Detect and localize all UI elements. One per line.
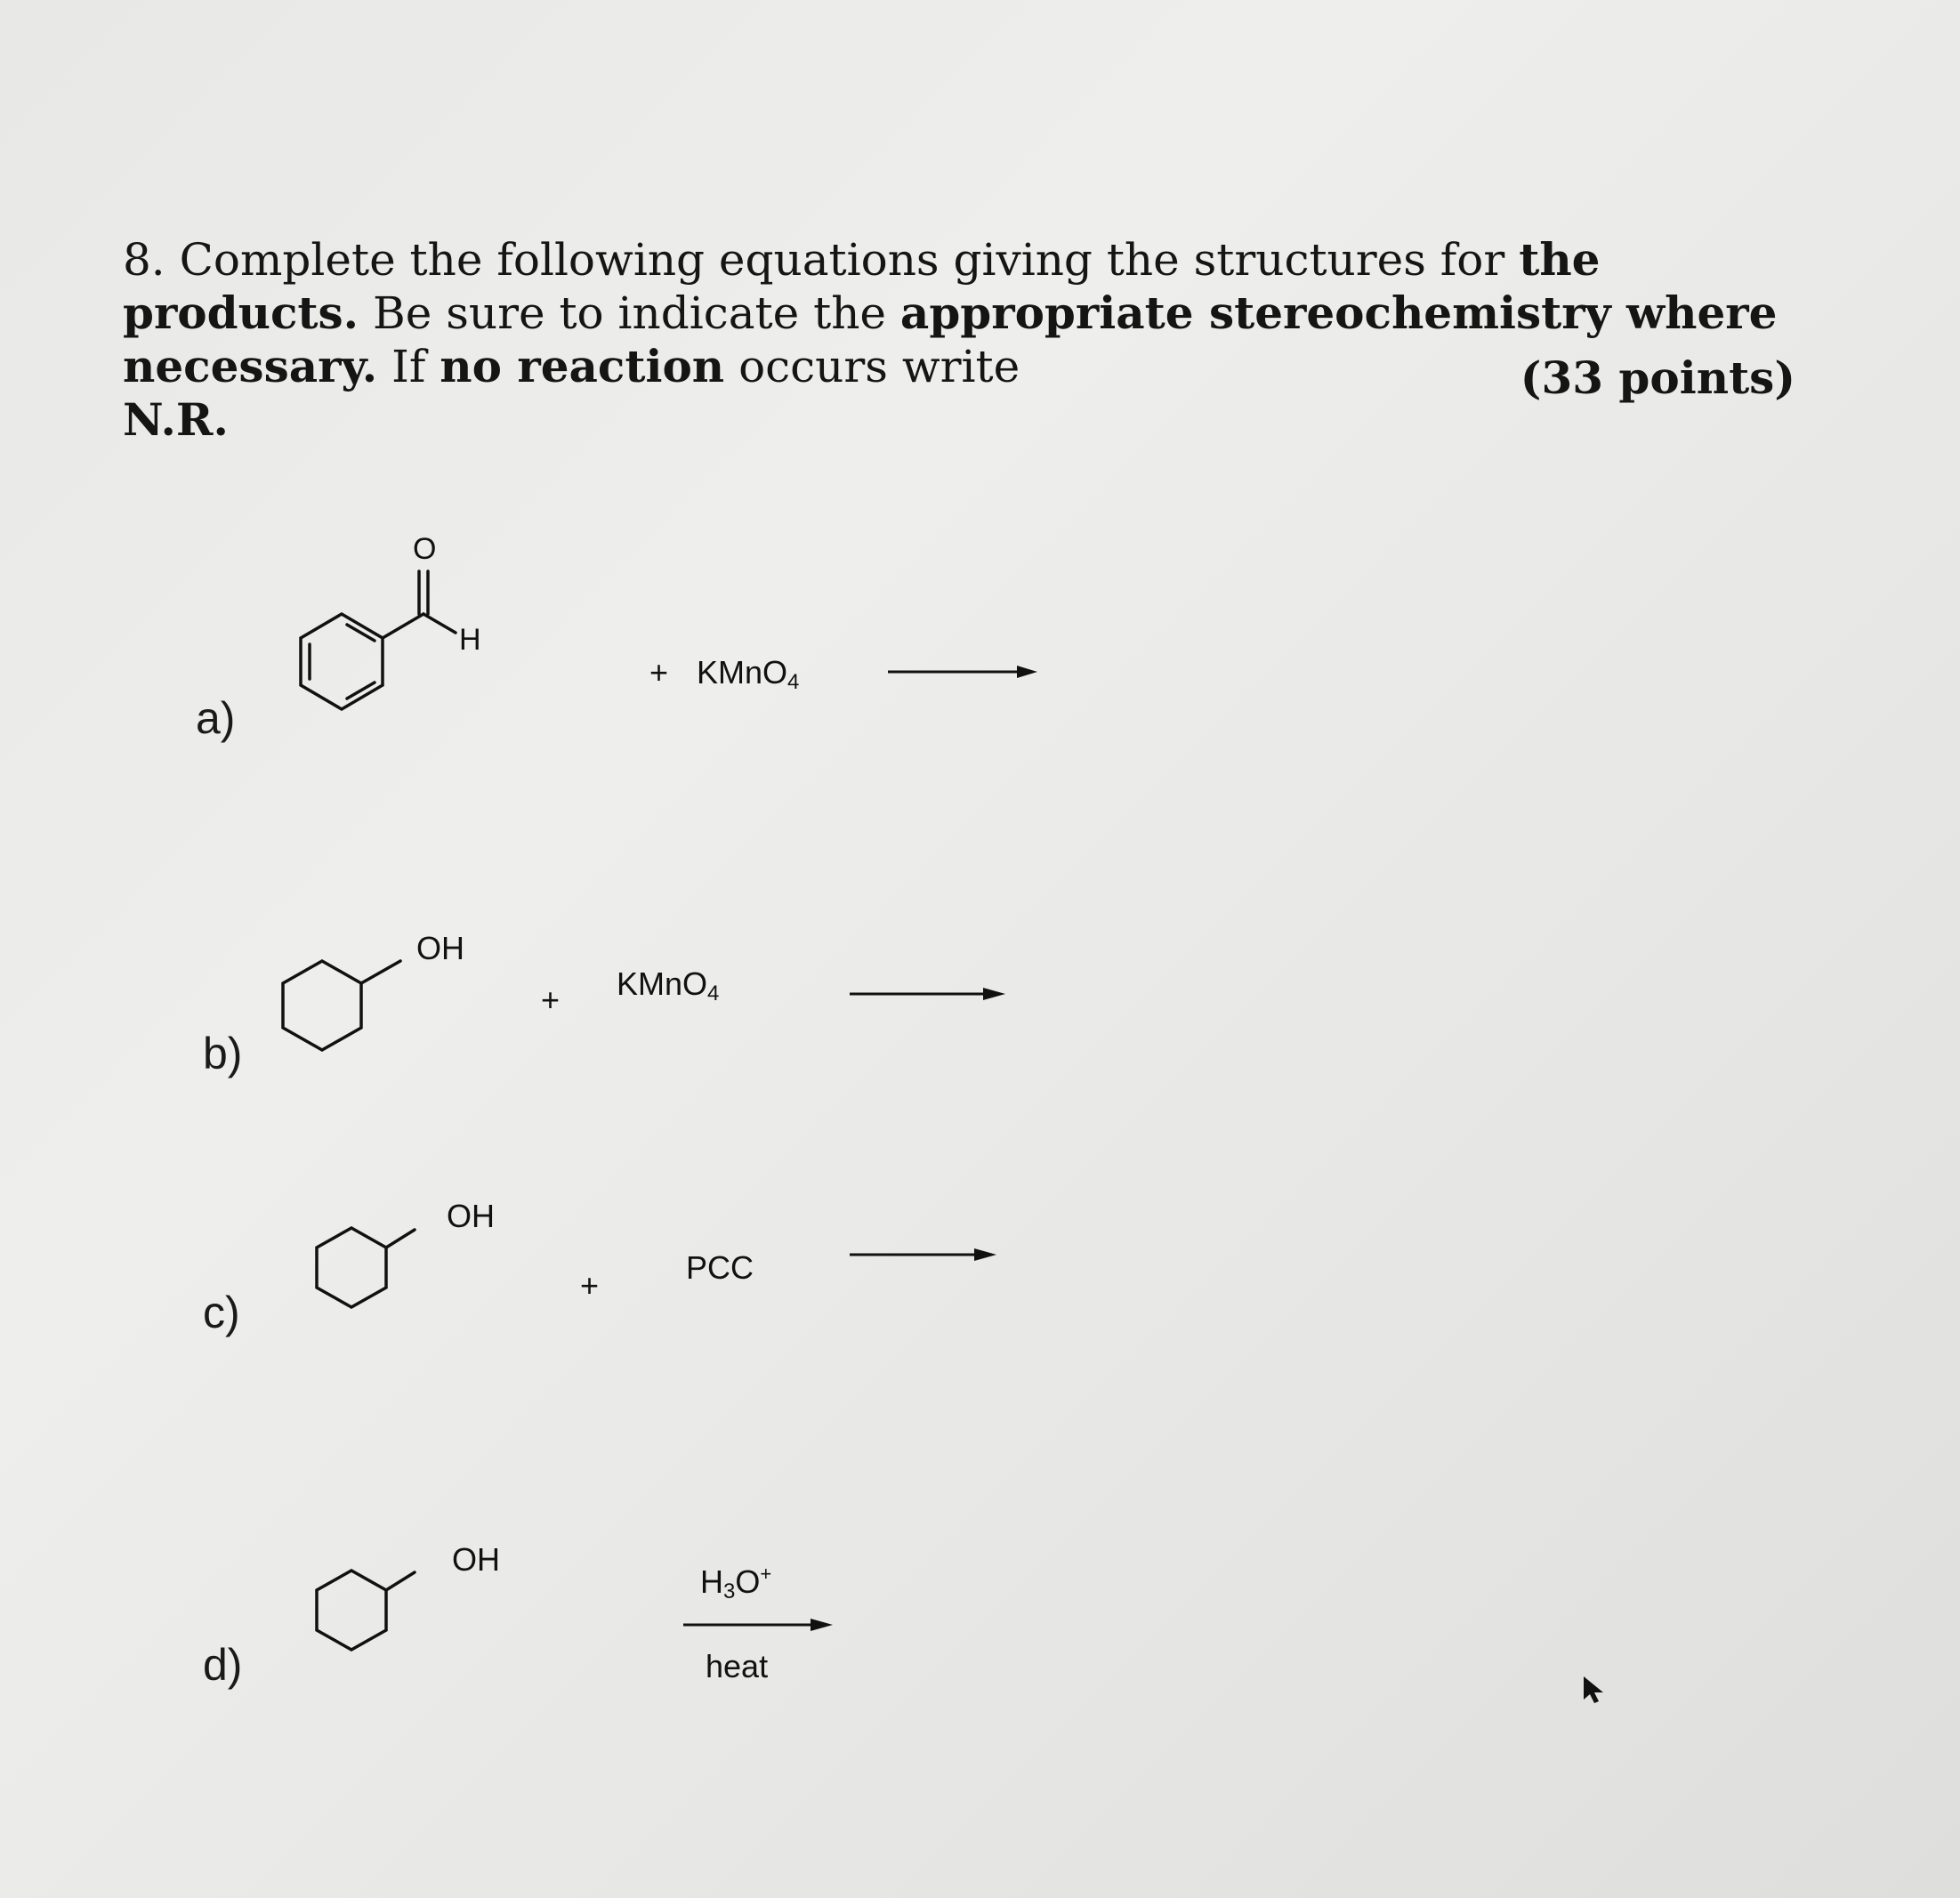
part-d-reagent-below: heat [706, 1648, 769, 1684]
hydroxyl-label-b: OH [416, 930, 464, 966]
question-text-4: occurs write [738, 341, 1020, 392]
question-text-3: If [391, 341, 426, 392]
part-c-reaction-arrow [850, 1246, 1005, 1264]
cyclohexanol-structure-b [267, 917, 498, 1094]
part-c-plus: + [580, 1267, 600, 1304]
question-text-2: Be sure to indicate the [372, 287, 887, 339]
cyclohexanol-structure-d [302, 1531, 507, 1682]
mouse-cursor-icon [1580, 1673, 1616, 1708]
part-d-label: d) [203, 1640, 243, 1690]
part-b-reaction-arrow [850, 985, 1005, 1003]
question-number: 8. [123, 234, 165, 286]
question-bold-products: the products. [123, 233, 1601, 339]
part-a-label: a) [196, 693, 236, 743]
part-d-reagent-above: $H_3O^+$ [700, 1563, 772, 1603]
question-bold-nr: N.R. [123, 393, 229, 446]
benzaldehyde-structure [267, 525, 552, 739]
part-d-reaction-arrow [683, 1616, 839, 1634]
part-c-label: c) [203, 1288, 240, 1337]
cyclohexanol-structure-c [302, 1188, 507, 1339]
hydroxyl-label-d: OH [452, 1541, 500, 1578]
part-c-reagent: PCC [686, 1249, 754, 1286]
part-a-plus: + [649, 654, 669, 691]
part-a-reagent: KMnO$_4$ [697, 654, 800, 694]
part-b-label: b) [203, 1029, 243, 1078]
hydroxyl-label-c: OH [447, 1198, 495, 1234]
question-text [123, 233, 1813, 447]
question-bold-no-reaction: no reaction [440, 340, 725, 392]
question-text-1: Complete the following equations giving the structures for [179, 234, 1505, 286]
oxygen-atom-label: O [413, 532, 437, 566]
points-label: (33 points) [1520, 351, 1795, 404]
question-bold-stereo: appropriate stereochemistry where necessary. [123, 287, 1778, 392]
hydrogen-atom-label: H [459, 623, 481, 657]
part-a-reaction-arrow [888, 663, 1044, 681]
part-b-plus: + [541, 981, 561, 1018]
part-b-reagent: KMnO$_4$ [617, 965, 720, 1006]
